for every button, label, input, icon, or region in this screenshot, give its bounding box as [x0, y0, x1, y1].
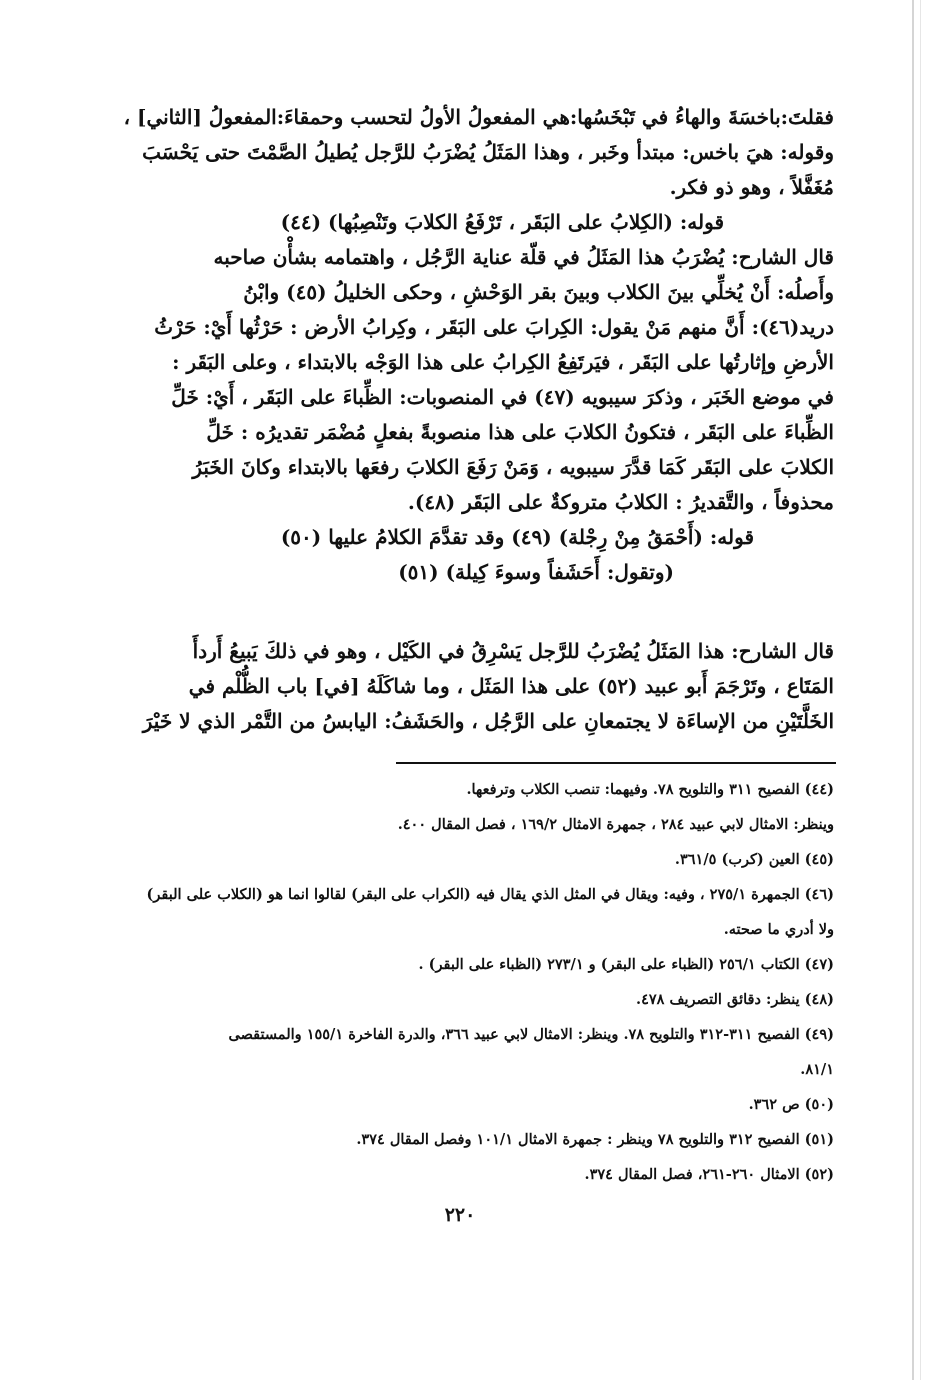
text-line: فقلتَ:باخسَةَ والهاءُ في تَبْخَسُها:هي المفعولُ الأولُ لتحسب وحمقاءَ:المفعولُ [الثاني] ،: [123, 105, 834, 129]
main-text: [96, 100, 834, 739]
text-line: مُغَفَّلاً ، وهو ذو فكر.: [669, 175, 834, 199]
text-line: المَتَاع ، وتَرْجَمَ أَبو عبيد (٥٢) على هذا المَثَل ، وما شاكَلَهُ [في] باب الظُّلْم في: [188, 674, 834, 698]
text-line: محذوفاً ، والتَّقديرُ : الكلابُ متروكةٌ على البَقَر (٤٨).: [407, 490, 834, 514]
text-line: في موضع الخَبَر ، وذكرَ سيبويه (٤٧) في المنصوبات: الظِّباءَ على البَقَر ، أَيْ: خَلِّ: [171, 385, 834, 409]
footnote: (٤٩) الفصيح ٣١١-٣١٢ والتلويح ٧٨. وينظر: الامثال لابي عبيد ٣٦٦، والدرة الفاخرة ١٥٥/١ والمستقصى: [228, 1026, 834, 1043]
paragraph-gap: [96, 590, 834, 634]
text-line: قال الشارح: هذا المَثَلُ يُضْرَبُ للرَّجل يَسْرِقُ في الكَيْل ، وهو في ذلكَ يَبيعُ أَردأَ: [192, 639, 834, 663]
footnote: (٤٨) ينظر: دقائق التصريف ٤٧٨.: [636, 991, 834, 1008]
footnote: (٥١) الفصيح ٣١٢ والتلويح ٧٨ وينظر : جمهرة الامثال ١٠١/١ وفصل المقال ٣٧٤.: [356, 1131, 834, 1148]
footnote: (٤٦) الجمهرة ٢٧٥/١ ، وفيه: ويقال في المثل الذي يقال فيه (الكراب على البقر) لقالوا انما هو (الكلاب على البقر): [146, 886, 834, 903]
text-line: وقوله: هيَ باخس: مبتدأ وخَبر ، وهذا المَثَلُ يُضْرَبُ للرَّجل يُطيلُ الصَّمْتَ حتى يَحْسَبَ: [142, 140, 834, 164]
text-line: قال الشارح: يُضْرَبُ هذا المَثَلُ في قلّة عناية الرَّجُل ، واهتمامه بشأْن صاحبه: [213, 245, 834, 269]
footnote: (٤٥) العين (كرب) ٣٦١/٥.: [674, 851, 834, 868]
scan-edge-line: [912, 0, 914, 1380]
heading-quote: قوله: (أَحْمَقُ مِنْ رِجْلة) (٤٩) وقد تقدَّمَ الكلامُ عليها (٥٠): [280, 525, 754, 549]
text-line: دريد(٤٦): أَنَّ منهم مَنْ يقول: الكِرابَ على البَقَر ، وكِرابُ الأرض : حَرْثُها أَيْ: حَرْثُ: [154, 315, 834, 339]
heading-quote: قوله: (الكِلابُ على البَقَر ، تَرْفَعُ الكلابَ وتَنْصِبُها) (٤٤): [280, 210, 724, 234]
text-line: وأَصلُه: أَنْ يُخلِّي بينَ الكلاب وبينَ بقر الوَحْشِ ، وحكى الخليلُ (٤٥) وابْنُ: [243, 280, 834, 304]
footnote: (٥٢) الامثال ٢٦٠-٢٦١، فصل المقال ٣٧٤.: [584, 1166, 834, 1183]
text-line: الخَلَّتَيْنِ من الإساءَة لا يجتمعانِ على الرَّجُل ، والحَشَفُ: اليابسُ من التَّمْر الذي لا خَيْرَ: [142, 709, 834, 733]
footnote: ٨١/١.: [800, 1061, 834, 1078]
text-line: الكلابَ على البَقَر كَمَا قدَّرَ سيبويه ، وَمَنْ رَفَعَ الكلابَ رفعَها بالابتداء وكانَ الخَبَرُ: [192, 455, 834, 479]
footnotes: [96, 772, 834, 1192]
text-line: الظِّباءَ على البَقَر ، فتكونُ الكلابَ على هذا منصوبةً بفعلٍ مُضْمَر تقديرُه : خَلِّ: [206, 420, 834, 444]
heading-quote: (وتقول: أَحَشَفاً وسوءَ كِيلة) (٥١): [398, 560, 674, 584]
footnote: وينظر: الامثال لابي عبيد ٢٨٤ ، جمهرة الامثال ١٦٩/٢ ، فصل المقال ٤٠٠.: [397, 816, 834, 833]
footnote: ولا أدري ما صحته.: [723, 921, 834, 938]
page-number: ٢٢٠: [444, 1204, 476, 1226]
scan-edge-line-secondary: [920, 0, 921, 1380]
text-line: الأرضِ وإثارتُها على البَقَر ، فيَرتَفِعُ الكِرابُ على هذا الوَجْه بالابتداء ، وعلى البَقَر :: [172, 350, 834, 374]
footnote-divider: [396, 762, 836, 764]
footnote: (٤٧) الكتاب ٢٥٦/١ (الظباء على البقر) و ٢٧٣/١ (الظباء على البقر) .: [418, 956, 834, 973]
footnote: (٤٤) الفصيح ٣١١ والتلويح ٧٨. وفيهما: تنصب الكلاب وترفعها.: [466, 781, 834, 798]
footnote: (٥٠) ص ٣٦٢.: [748, 1096, 834, 1113]
